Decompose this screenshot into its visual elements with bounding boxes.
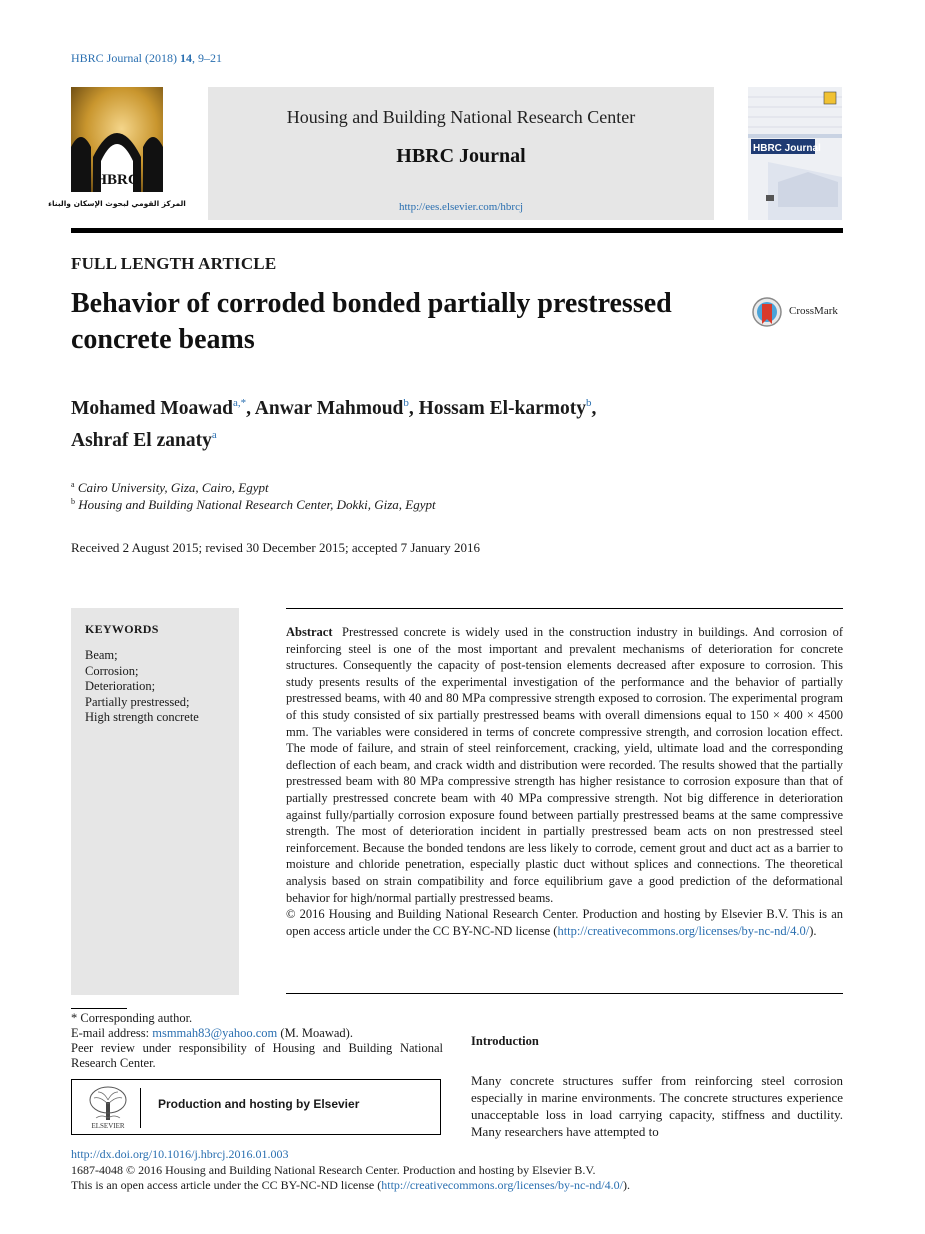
author-name: Ashraf El zanaty — [71, 430, 212, 451]
crossmark-button[interactable] — [752, 295, 782, 334]
crossmark-label: CrossMark — [789, 305, 838, 317]
affiliation-b — [71, 497, 436, 513]
running-head-pages: , 9–21 — [192, 51, 222, 65]
peer-review-note: Peer review under responsibility of Housing and Building National Research Center. — [71, 1041, 443, 1070]
introduction-heading: Introduction — [471, 1034, 539, 1048]
keyword-item: Beam; — [85, 648, 118, 662]
keywords-box — [71, 608, 239, 995]
logo-arabic: المركز القومي لبحوث الإسكان والبناء — [48, 199, 186, 208]
banner-url-link[interactable]: http://ees.elsevier.com/hbrcj — [398, 201, 524, 213]
abstract-license-link[interactable]: http://creativecommons.org/licenses/by-nc-nd/4.0/ — [557, 923, 810, 938]
production-text: Production and hosting by Elsevier — [158, 1097, 360, 1111]
abstract-rule-top — [286, 608, 843, 609]
author-name: Anwar Mahmoud — [254, 398, 404, 419]
author-name: Hossam El-karmoty — [418, 398, 587, 419]
logo-text: HBRC — [95, 172, 139, 188]
hbrc-logo — [48, 87, 186, 212]
corresponding-author-note: * Corresponding author. — [71, 1011, 193, 1025]
running-head-prefix: HBRC Journal (2018) — [71, 51, 180, 65]
affiliation-text: Cairo University, Giza, Cairo, Egypt — [77, 480, 269, 495]
received-dates: Received 2 August 2015; revised 30 December 2015; accepted 7 January 2016 — [71, 540, 481, 555]
abstract-label: Abstract — [286, 625, 333, 639]
cover-art-icon — [748, 87, 842, 220]
email-line — [71, 1026, 443, 1041]
affiliation-a — [71, 480, 269, 496]
abstract-copyright-end: ). — [809, 923, 817, 938]
bottom-info — [71, 1147, 843, 1194]
keyword-item: Corrosion; — [85, 663, 139, 678]
elsevier-label: ELSEVIER — [91, 1122, 125, 1130]
license-line — [71, 1178, 843, 1194]
journal-cover-thumbnail[interactable] — [748, 87, 842, 220]
production-box — [71, 1079, 441, 1135]
author-affiliation-marker[interactable]: a — [211, 429, 217, 441]
cover-label: HBRC Journal — [753, 143, 821, 154]
affiliation-marker: b — [71, 497, 75, 506]
keyword-item: Deterioration; — [85, 679, 156, 693]
banner-journal-name: HBRC Journal — [396, 145, 526, 167]
email-link[interactable]: msmmah83@yahoo.com — [152, 1026, 278, 1040]
issn-line: 1687-4048 © 2016 Housing and Building National Research Center. Production and hosting by Elsevier B.V. — [71, 1162, 596, 1177]
affiliation-marker: a — [71, 480, 75, 489]
article-type: FULL LENGTH ARTICLE — [71, 254, 277, 273]
running-head-volume: 14 — [180, 51, 192, 65]
abstract — [286, 624, 843, 939]
running-head[interactable] — [71, 51, 222, 66]
keywords-list — [85, 648, 199, 726]
author-affiliation-marker[interactable]: b — [586, 397, 592, 409]
elsevier-tree-icon — [82, 1084, 134, 1130]
journal-banner — [208, 87, 714, 220]
footnotes — [71, 1011, 443, 1071]
keywords-heading: KEYWORDS — [85, 622, 159, 636]
footnote-rule — [71, 1008, 127, 1009]
hbrc-logo-icon — [48, 87, 186, 212]
email-after: (M. Moawad). — [277, 1026, 353, 1040]
article-title: Behavior of corroded bonded partially prestressed concrete beams — [71, 288, 672, 355]
author-name: Mohamed Moawad — [71, 398, 233, 419]
license-prefix: This is an open access article under the CC BY-NC-ND license ( — [71, 1178, 382, 1192]
license-suffix: ). — [622, 1178, 630, 1192]
license-link[interactable]: http://creativecommons.org/licenses/by-nc-nd/4.0/ — [381, 1178, 623, 1192]
introduction-text: Many concrete structures suffer from reinforcing steel corrosion especially in marine environments. The concrete structures experience unacceptable loss in load carrying capacity, stiffness and ductility. Many researchers have attempted to — [471, 1073, 843, 1139]
author-affiliation-marker[interactable]: a,* — [232, 397, 247, 409]
affiliation-text: Housing and Building National Research Center, Dokki, Giza, Egypt — [78, 497, 436, 512]
abstract-rule-bottom — [286, 993, 843, 994]
email-label: E-mail address: — [71, 1026, 153, 1040]
crossmark-icon — [752, 295, 782, 329]
elsevier-logo — [82, 1084, 134, 1135]
keyword-item: High strength concrete — [85, 710, 199, 724]
banner-center-name: Housing and Building National Research Center — [286, 107, 636, 127]
keyword-item: Partially prestressed; — [85, 694, 190, 709]
abstract-text: Prestressed concrete is widely used in the construction industry in buildings. And corrosion of reinforcing steel is one of the most important and prevalent mechanisms of deterioration for concrete structures. Consequently the capacity of post-tension elements decreased after exposure to corrosion. This study presents results of the experimental investigation of the performance and the behavior of partially prestressed beams, with 40 and 80 MPa compressive strength exposed to corrosion. The experimental program of this study consisted of six partially prestressed beams with overall dimensions equal to 150 × 400 × 4500 mm. The variables were considered in terms of concrete compressive strength, and corrosion location effect. The mode of failure, and strain of steel reinforcement, cracking, yield, ultimate load and the corresponding deflection of each beam, and crack width and distribution were recorded. The results showed that the partially prestressed beam with 80 MPa compressive strength has higher resistance to corrosion exposure than that of partially prestressed concrete beam with 40 MPa compressive strength. Not big difference in deterioration against fully/partially corrosion exposure found between partially prestressed beams at the same compressive strength. The most of deterioration incident in partially prestressed beam acts on non prestressed steel reinforcement. Because the bonded tendons are less likely to corrode, cement grout and duct act as a barrier to moisture and chloride penetration, especially plastic duct without splices and connections. The theoretical analysis based on strain compatibility and force equilibrium gave a good prediction of the deformational behavior for high/normal partially prestressed beams. — [286, 625, 844, 905]
abstract-copyright: © 2016 Housing and Building National Research Center. Production and hosting by Elsevier B.V. This is an open access article under the CC BY-NC-ND license ( — [286, 907, 843, 938]
author-list — [71, 390, 771, 454]
author-separator: , — [246, 398, 255, 419]
author-affiliation-marker[interactable]: b — [403, 397, 409, 409]
author-separator: , — [591, 398, 597, 419]
author-separator: , — [408, 398, 419, 419]
doi-link[interactable]: http://dx.doi.org/10.1016/j.hbrcj.2016.01.003 — [71, 1147, 289, 1161]
header-rule — [71, 228, 843, 233]
production-divider — [140, 1088, 141, 1128]
